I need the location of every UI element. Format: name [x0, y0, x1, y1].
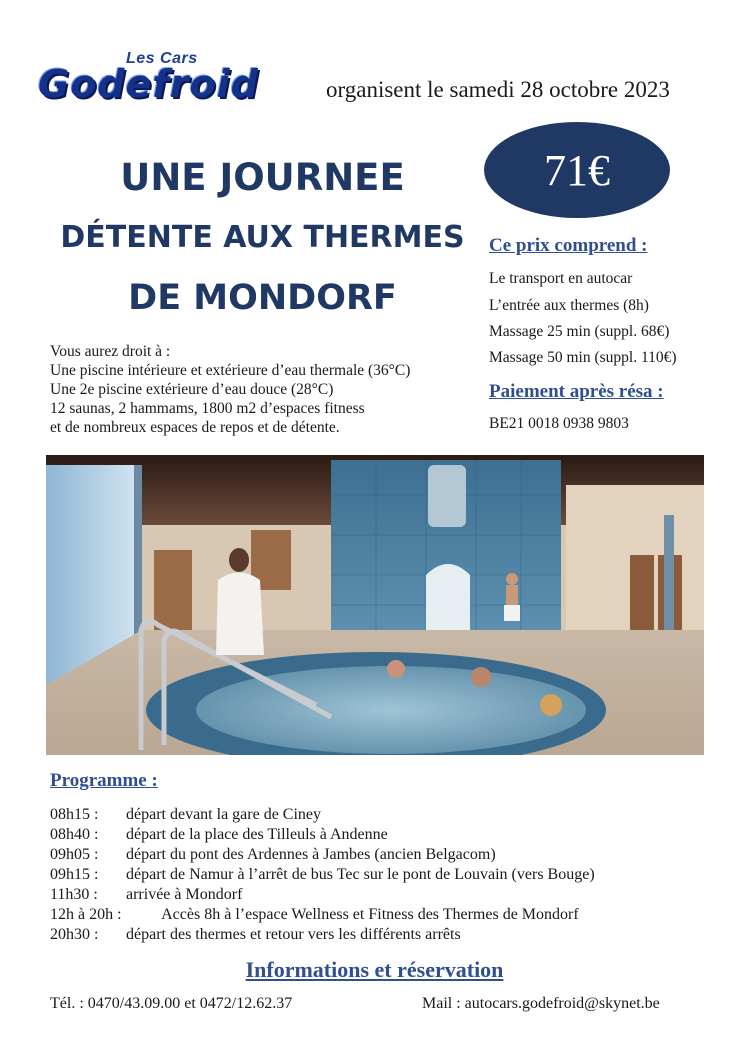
programme-time: 08h40 :	[50, 826, 99, 843]
programme-text: arrivée à Mondorf	[126, 886, 243, 903]
programme-time: 12h à 20h :	[50, 906, 122, 923]
rights-line: et de nombreux espaces de repos et de détente.	[50, 419, 340, 436]
programme-item	[50, 906, 579, 924]
programme-item	[50, 926, 461, 944]
price-badge: 71€	[484, 122, 670, 218]
includes-item: Massage 50 min (suppl. 110€)	[489, 349, 677, 366]
programme-item	[50, 866, 595, 884]
programme-time: 09h15 :	[50, 866, 99, 883]
includes-heading: Ce prix comprend :	[489, 235, 648, 256]
spa-photo	[46, 455, 704, 755]
rights-line: Vous aurez droit à :	[50, 343, 171, 360]
logo-small-text: Les Cars	[126, 50, 198, 67]
programme-text: départ de la place des Tilleuls à Andenne	[126, 826, 388, 843]
programme-time: 09h05 :	[50, 846, 99, 863]
company-logo	[38, 52, 323, 114]
programme-time: 11h30 :	[50, 886, 98, 903]
payment-heading: Paiement après résa :	[489, 381, 664, 402]
programme-text: départ des thermes et retour vers les différents arrêts	[126, 926, 461, 943]
rights-line: Une 2e piscine extérieure d’eau douce (28°C)	[50, 381, 334, 398]
title-line-1: UNE JOURNEE	[120, 156, 405, 199]
contact-phone: Tél. : 0470/43.09.00 et 0472/12.62.37	[50, 995, 293, 1012]
programme-item	[50, 826, 388, 844]
contact-mail: Mail : autocars.godefroid@skynet.be	[422, 995, 660, 1012]
programme-text: Accès 8h à l’espace Wellness et Fitness des Thermes de Mondorf	[161, 906, 579, 923]
logo-main-text: Godefroid	[38, 62, 259, 106]
programme-item	[50, 886, 242, 904]
info-heading: Informations et réservation	[245, 957, 504, 982]
rights-line: Une piscine intérieure et extérieure d’eau thermale (36°C)	[50, 362, 411, 379]
includes-item: Massage 25 min (suppl. 68€)	[489, 323, 670, 340]
programme-text: départ devant la gare de Ciney	[126, 806, 322, 823]
event-date-line: organisent le samedi 28 octobre 2023	[326, 77, 670, 102]
programme-time: 08h15 :	[50, 806, 99, 823]
includes-item: L’entrée aux thermes (8h)	[489, 297, 649, 314]
programme-text: départ de Namur à l’arrêt de bus Tec sur le pont de Louvain (vers Bouge)	[126, 866, 595, 883]
programme-item	[50, 806, 321, 824]
title-line-2: DÉTENTE AUX THERMES	[60, 220, 465, 255]
payment-iban: BE21 0018 0938 9803	[489, 415, 629, 432]
programme-text: départ du pont des Ardennes à Jambes (ancien Belgacom)	[126, 846, 496, 863]
title-line-3: DE MONDORF	[128, 278, 397, 318]
programme-item	[50, 846, 496, 864]
programme-heading: Programme :	[50, 770, 158, 791]
programme-time: 20h30 :	[50, 926, 99, 943]
rights-block	[50, 342, 410, 437]
includes-item: Le transport en autocar	[489, 270, 633, 287]
rights-line: 12 saunas, 2 hammams, 1800 m2 d’espaces fitness	[50, 400, 365, 417]
